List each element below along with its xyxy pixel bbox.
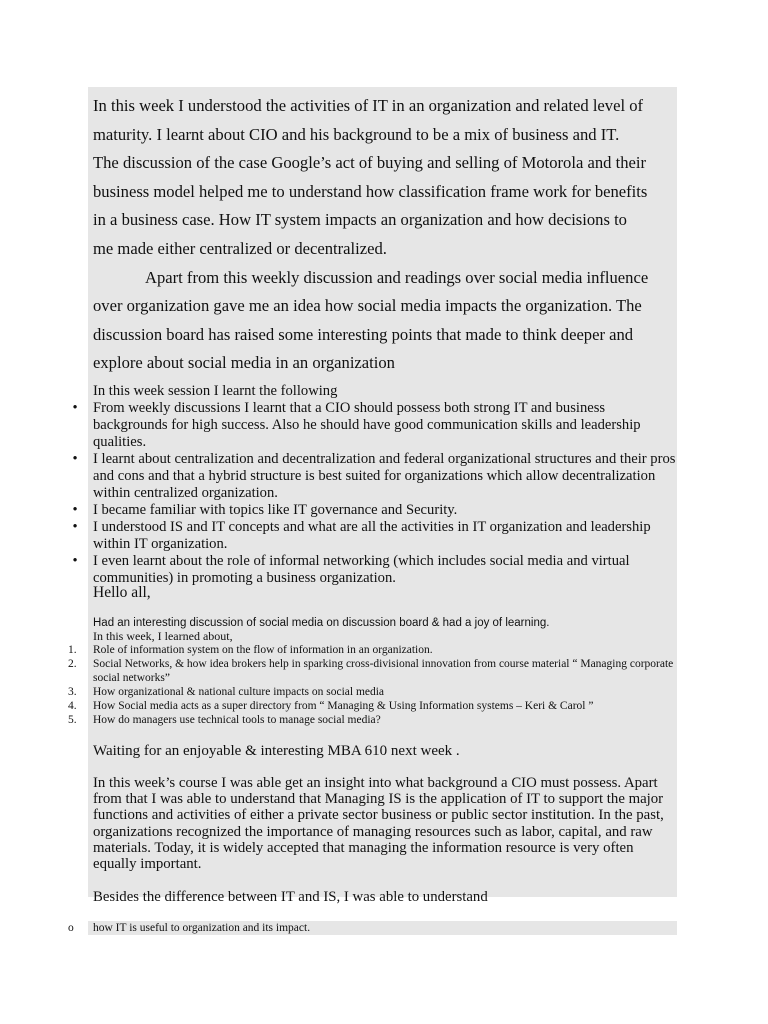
text-line: me made either centralized or decentralized.	[93, 238, 387, 258]
text-line: In this week I understood the activities of IT in an organization and related level of	[93, 96, 644, 115]
list-item-text: I learnt about centralization and decentralization and federal organizational structures and their pros and cons and that a hybrid structure is best suited for organizations which allow decentralization within centralized organization.	[93, 451, 676, 501]
list-item-text: Role of information system on the flow of information in an organization.	[93, 644, 433, 656]
list-item	[68, 502, 678, 519]
list-number: 4.	[68, 700, 77, 712]
list-item	[68, 643, 678, 657]
section-heading: In this week, I learned about,	[93, 629, 233, 643]
numbered-list	[68, 643, 678, 727]
list-item-text: I understood IS and IT concepts and what are all the activities in IT organization and leadership within IT organization.	[93, 519, 651, 552]
list-item	[68, 685, 678, 699]
list-item-text: How organizational & national culture impacts on social media	[93, 686, 385, 698]
bullet-list	[68, 400, 678, 587]
circle-bullet-icon: o	[68, 922, 74, 934]
text-line: over organization gave me an idea how social media impacts the organization. The	[93, 296, 642, 316]
intro-paragraph	[93, 92, 675, 378]
list-item	[68, 699, 678, 713]
text-line: business model helped me to understand how classification frame work for benefits	[93, 181, 648, 201]
text-line: The discussion of the case Google’s act of buying and selling of Motorola and their	[93, 153, 646, 173]
list-item-text: Social Networks, & how idea brokers help in sparking cross-divisional innovation from course material “ Managing corporate social networks”	[93, 658, 674, 684]
text-line: Apart from this weekly discussion and readings over social media influence	[145, 267, 649, 287]
list-item	[68, 657, 678, 685]
bullet-icon: •	[72, 451, 78, 467]
list-item-text: I became familiar with topics like IT governance and Security.	[93, 502, 458, 518]
list-item	[68, 553, 678, 587]
bullet-icon: •	[72, 553, 78, 569]
list-item	[68, 713, 678, 727]
text-line: explore about social media in an organization	[93, 353, 395, 373]
bullet-icon: •	[72, 400, 78, 416]
list-number: 2.	[68, 658, 77, 670]
list-item	[68, 451, 678, 502]
course-paragraph-2: Besides the difference between IT and IS, I was able to understand	[93, 889, 488, 905]
list-item-text: how IT is useful to organization and its impact.	[93, 922, 311, 934]
course-paragraph: In this week’s course I was able get an insight into what background a CIO must possess. Apart from that I was able to understand that Managing IS is the application of IT to support the major functions and activities of either a private sector business or public sector institution. In the past, organizations recognized the importance of managing resources such as labor, capital, and raw materials. Today, it is widely accepted that managing the information resource is very often equally important.	[93, 775, 664, 873]
bullet-icon: •	[72, 502, 78, 518]
bullet-icon: •	[72, 519, 78, 535]
list-item-text: How do managers use technical tools to manage social media?	[93, 714, 381, 726]
section-heading: In this week session I learnt the following	[93, 383, 338, 399]
list-number: 3.	[68, 686, 77, 698]
list-item-text: From weekly discussions I learnt that a CIO should possess both strong IT and business backgrounds for high success. Also he should have good communication skills and leadership qualities.	[93, 400, 641, 450]
closing-line: Waiting for an enjoyable & interesting MBA 610 next week .	[93, 743, 460, 759]
list-item	[68, 400, 678, 451]
list-item	[68, 519, 678, 553]
discussion-intro: Had an interesting discussion of social media on discussion board & had a joy of learning.	[93, 617, 550, 629]
list-item-text: I even learnt about the role of informal networking (which includes social media and virtual communities) in promoting a business organization.	[93, 553, 630, 586]
list-number: 5.	[68, 714, 77, 726]
text-line: maturity. I learnt about CIO and his background to be a mix of business and IT.	[93, 124, 620, 144]
list-number: 1.	[68, 644, 77, 656]
text-line: in a business case. How IT system impacts an organization and how decisions to	[93, 210, 627, 230]
greeting: Hello all,	[93, 584, 151, 601]
text-line: discussion board has raised some interesting points that made to think deeper and	[93, 324, 634, 344]
list-item-text: How Social media acts as a super directory from “ Managing & Using Information systems – Keri & Carol ”	[93, 700, 594, 712]
